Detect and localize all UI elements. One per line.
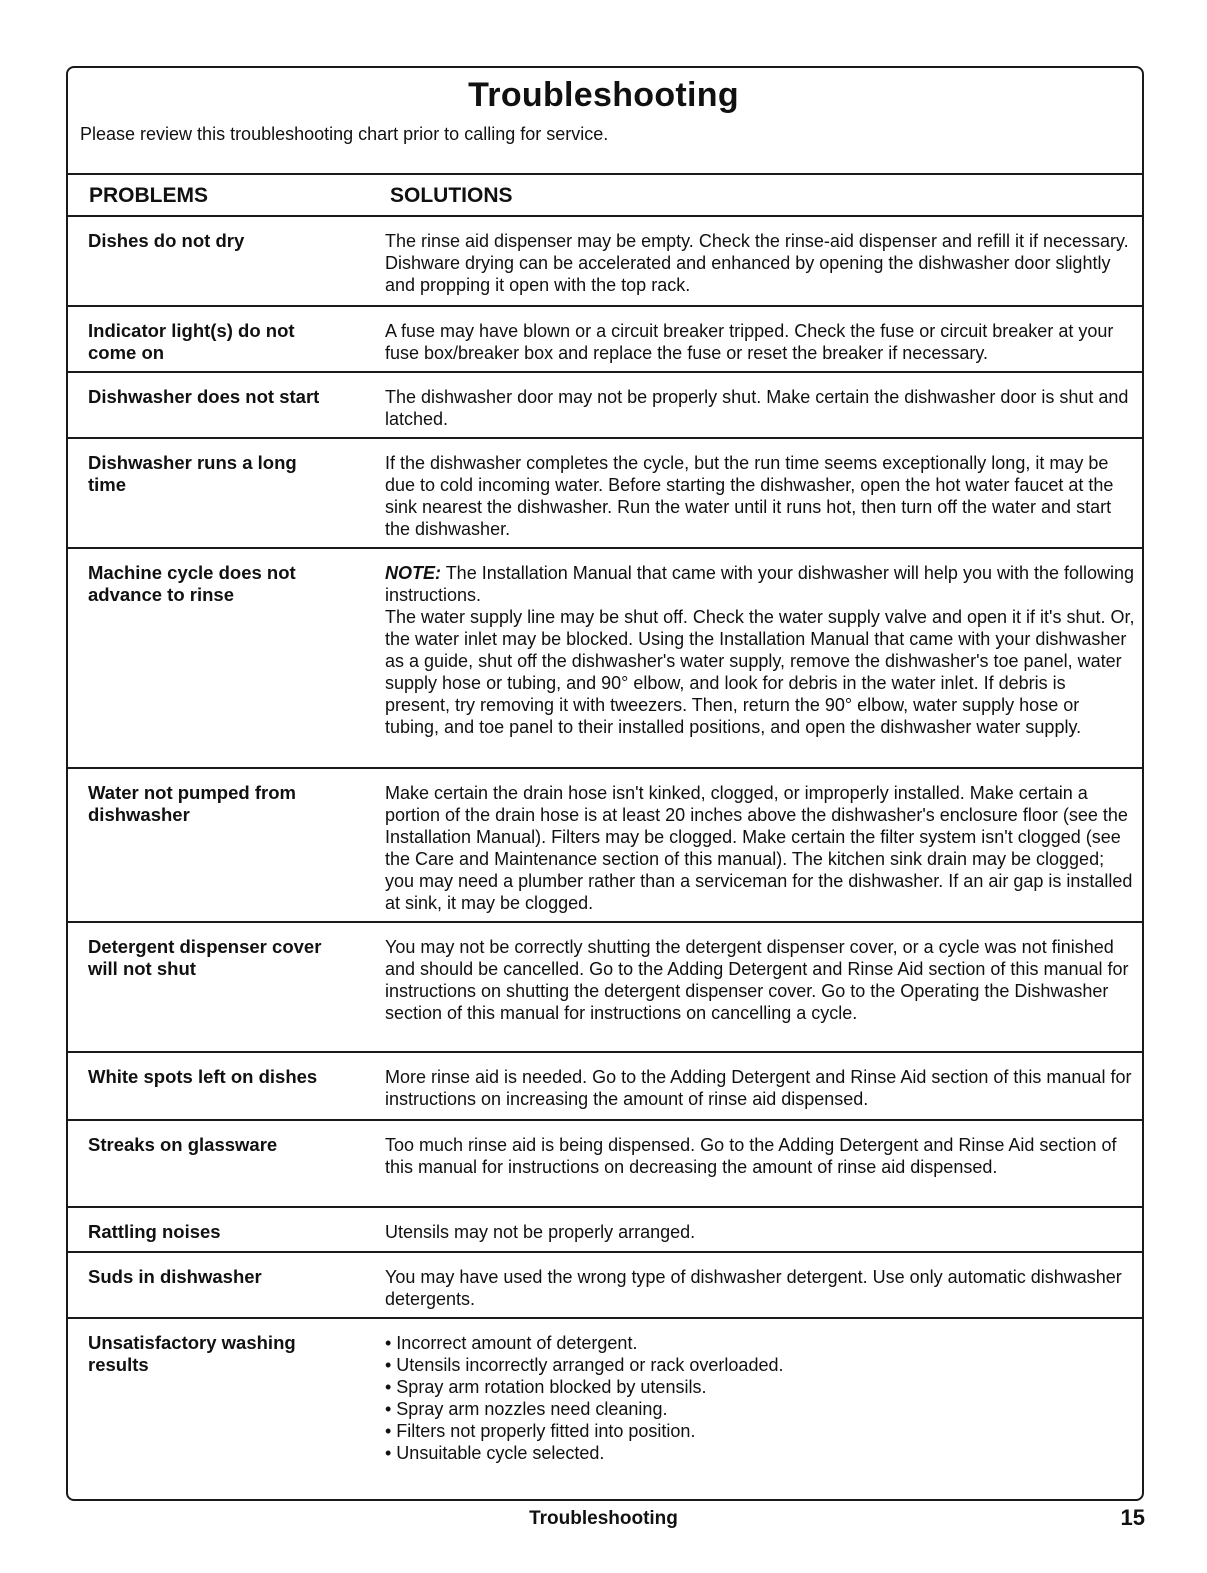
bullet-item: • Spray arm nozzles need cleaning. [385,1399,668,1419]
page-number: 15 [1120,1505,1145,1530]
problem-cell: Machine cycle does not advance to rinse [88,562,296,605]
problem-cell: Indicator light(s) do not come on [88,320,295,363]
table-row [68,439,1142,549]
solution-cell: The dishwasher door may not be properly shut. Make certain the dishwasher door is shut and latched. [385,387,1129,429]
solutions-column-header: SOLUTIONS [390,184,513,207]
table-row [68,1319,1142,1489]
problem-cell: Suds in dishwasher [88,1266,262,1287]
table-row [68,217,1142,307]
footer-section-title: Troubleshooting [529,1508,678,1529]
solution-cell: Utensils may not be properly arranged. [385,1222,696,1242]
problem-cell: Dishwasher runs a long time [88,452,297,495]
solution-cell: You may not be correctly shutting the detergent dispenser cover, or a cycle was not finished and should be cancelled. Go to the Adding Detergent and Rinse Aid section of this manual for instructions on shutting the detergent dispenser cover. Go to the Operating the Dishwasher section of this manual for instructions on cancelling a cycle. [385,937,1129,1023]
table-header [68,173,1142,217]
problem-cell: Water not pumped from dishwasher [88,782,296,825]
problems-column-header: PROBLEMS [89,184,209,207]
intro-text: Please review this troubleshooting chart prior to calling for service. [80,124,609,144]
bullet-item: • Unsuitable cycle selected. [385,1443,605,1463]
note-text: The Installation Manual that came with your dishwasher will help you with the following instructions. [385,563,1135,605]
note-label: NOTE: [385,563,441,583]
bullet-item: • Incorrect amount of detergent. [385,1333,638,1353]
troubleshooting-table [68,173,1142,1489]
table-row [68,923,1142,1053]
problem-cell: Dishwasher does not start [88,386,320,407]
solution-cell [385,1332,1135,1464]
bullet-item: • Filters not properly fitted into position. [385,1421,696,1441]
solution-cell: A fuse may have blown or a circuit breaker tripped. Check the fuse or circuit breaker at your fuse box/breaker box and replace the fuse or reset the breaker if necessary. [385,321,1114,363]
table-row [68,1053,1142,1121]
problem-cell: Detergent dispenser cover will not shut [88,936,322,979]
solution-cell: If the dishwasher completes the cycle, but the run time seems exceptionally long, it may be due to cold incoming water. Before starting the dishwasher, open the hot water faucet at the sink nearest the dishwasher. Run the water until it runs hot, then turn off the water and start the dishwasher. [385,453,1114,539]
solution-cell: The rinse aid dispenser may be empty. Check the rinse-aid dispenser and refill it if necessary. Dishware drying can be accelerated and enhanced by opening the dishwasher door slightly and propping it open with the top rack. [385,231,1129,295]
solution-cell: Make certain the drain hose isn't kinked, clogged, or improperly installed. Make certain a portion of the drain hose is at least 20 inches above the dishwasher's enclosure floor (see the Installation Manual). Filters may be clogged. Make certain the filter system isn't clogged (see the Care and Maintenance section of this manual). The kitchen sink drain may be clogged; you may need a plumber rather than a serviceman for the dishwasher. If an air gap is installed at sink, it may be clogged. [385,783,1133,913]
table-row [68,1253,1142,1319]
problem-cell: Rattling noises [88,1221,221,1242]
problem-cell: Dishes do not dry [88,230,245,251]
table-row [68,373,1142,439]
solution-cell: Too much rinse aid is being dispensed. Go to the Adding Detergent and Rinse Aid section of this manual for instructions on decreasing the amount of rinse aid dispensed. [385,1135,1117,1177]
bullet-item: • Utensils incorrectly arranged or rack overloaded. [385,1355,784,1375]
problem-cell: White spots left on dishes [88,1066,318,1087]
table-row [68,1121,1142,1208]
solution-text: The water supply line may be shut off. Check the water supply valve and open it if it's shut. Or, the water inlet may be blocked. Using the Installation Manual that came with your dishwasher as a guide, shut off the dishwasher's water supply, remove the dishwasher's toe panel, water supply hose or tubing, and 90° elbow, and look for debris in the water inlet. If debris is present, try removing it with tweezers. Then, return the 90° elbow, water supply hose or tubing, and toe panel to their installed positions, and open the dishwasher water supply. [385,607,1135,737]
table-row [68,1208,1142,1253]
solution-cell [385,562,1135,738]
table-row [68,549,1142,769]
problem-cell: Unsatisfactory washing results [88,1332,296,1375]
solution-cell: More rinse aid is needed. Go to the Adding Detergent and Rinse Aid section of this manual for instructions on increasing the amount of rinse aid dispensed. [385,1067,1132,1109]
page-title: Troubleshooting [468,76,739,114]
problem-cell: Streaks on glassware [88,1134,278,1155]
solution-cell: You may have used the wrong type of dishwasher detergent. Use only automatic dishwasher detergents. [385,1267,1122,1309]
table-row [68,307,1142,373]
bullet-item: • Spray arm rotation blocked by utensils. [385,1377,707,1397]
bullet-list [385,1332,1135,1464]
table-row [68,769,1142,923]
